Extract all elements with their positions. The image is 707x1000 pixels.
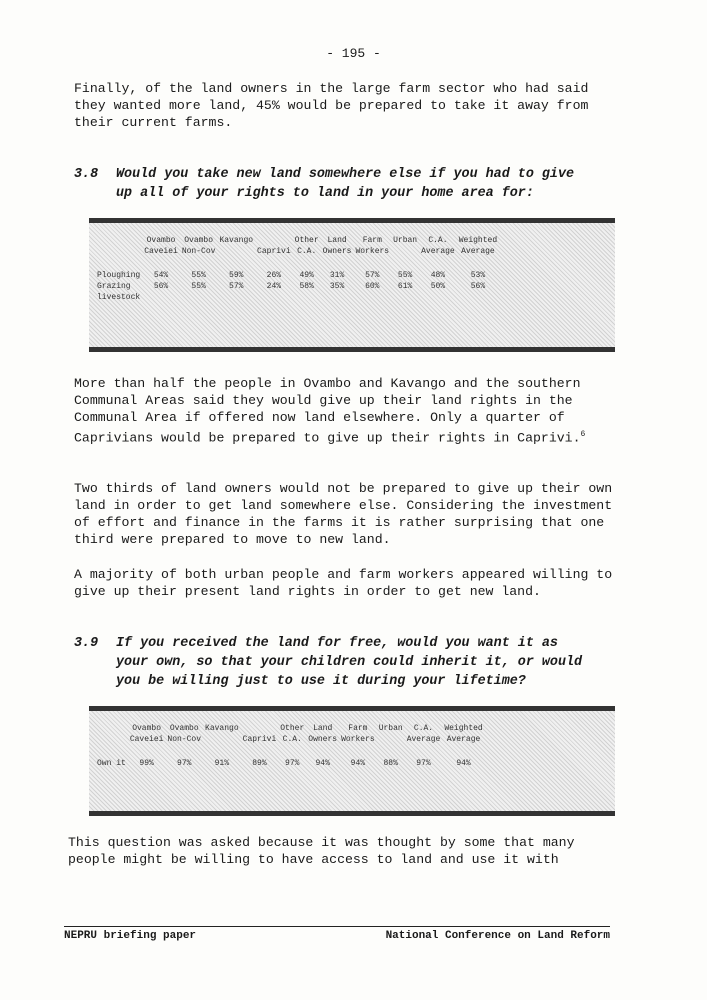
table-cell: 94% xyxy=(315,759,330,768)
table-cell: 24% xyxy=(266,282,282,291)
paragraph-land-owners: Two thirds of land owners would not be prepared to give up their own land in order to get land somewhere else. Considering the investment of effort and finance in the farms it is rather surprising that one third were prepared to move to new land. xyxy=(74,481,613,547)
table-header-cell xyxy=(255,235,293,246)
table-header-cell xyxy=(377,734,405,745)
table-header-cell: Owners xyxy=(308,735,338,744)
table-cell xyxy=(217,292,255,303)
question-line: If you received the land for free, would you want it as xyxy=(116,636,558,651)
table-header-cell: Weighted xyxy=(444,724,483,733)
table-header-cell: Kavango xyxy=(205,724,239,733)
row-label: Ploughing xyxy=(97,271,141,280)
table-header-cell: Farm xyxy=(348,724,368,733)
table-header-cell: Average xyxy=(406,735,441,744)
table-cell xyxy=(419,292,457,303)
table-header-cell xyxy=(95,734,128,745)
question-3-9 xyxy=(74,634,619,691)
table-cell: 55% xyxy=(397,271,413,280)
table-3-8 xyxy=(95,235,499,303)
table-header-cell: Caveiei xyxy=(129,735,164,744)
table-cell: 35% xyxy=(329,282,345,291)
table-cell xyxy=(142,292,180,303)
table-cell: 94% xyxy=(456,759,471,768)
table-header-cell: Land xyxy=(313,724,333,733)
table-cell xyxy=(293,292,321,303)
table-header-cell: Other xyxy=(280,724,305,733)
footer-right: National Conference on Land Reform xyxy=(385,930,610,942)
table-header-cell xyxy=(95,723,128,734)
row-label: Own it xyxy=(97,759,126,768)
table-row xyxy=(95,257,499,281)
table-cell: 56% xyxy=(470,282,486,291)
table-cell xyxy=(180,292,218,303)
table-cell xyxy=(321,292,354,303)
table-row xyxy=(95,281,499,292)
table-cell: 55% xyxy=(191,271,206,280)
table-cell: 49% xyxy=(299,271,314,280)
table-cell: 89% xyxy=(252,759,267,768)
table-header-row xyxy=(95,734,485,745)
table-header-cell: Owners xyxy=(322,247,352,256)
table-header-row xyxy=(95,723,485,734)
table-cell xyxy=(391,292,419,303)
table-cell: 91% xyxy=(214,759,230,768)
table-header-cell: Workers xyxy=(355,247,390,256)
table-header-cell: C.A. xyxy=(297,247,317,256)
table-cell: 97% xyxy=(285,759,300,768)
question-line: you be willing just to use it during your lifetime? xyxy=(116,674,526,689)
table-cell: 53% xyxy=(470,271,486,280)
table-header-cell: Average xyxy=(446,735,481,744)
table-cell: 59% xyxy=(229,271,244,280)
question-line: up all of your rights to land in your home area for: xyxy=(116,186,534,201)
question-3-8 xyxy=(74,165,619,203)
table-cell: 31% xyxy=(329,271,345,280)
table-header-row xyxy=(95,235,499,246)
footer-rule xyxy=(64,926,610,927)
intro-paragraph: Finally, of the land owners in the large farm sector who had said they wanted more land, 45% would be prepared to take it away from their current farms. xyxy=(74,81,589,130)
table-header-cell xyxy=(95,246,142,257)
table-header-cell: Kavango xyxy=(219,236,254,245)
table-header-cell: C.A. xyxy=(282,735,302,744)
footer-left: NEPRU briefing paper xyxy=(64,930,197,942)
table-header-cell: Average xyxy=(461,247,495,256)
table-cell: 88% xyxy=(383,759,398,768)
table-header-cell: Ovambo xyxy=(184,236,214,245)
table-header-cell: C.A. xyxy=(413,724,434,733)
table-header-row xyxy=(95,246,499,257)
table-row xyxy=(95,745,485,769)
table-cell: 54% xyxy=(153,271,169,280)
table-cell: 99% xyxy=(139,759,154,768)
table-header-cell: Urban xyxy=(393,236,418,245)
paragraph-communal-areas xyxy=(74,375,619,446)
table-header-cell: Non-Cov xyxy=(181,247,216,256)
page-number: - 195 - xyxy=(326,46,381,61)
table-header-cell: Land xyxy=(327,236,347,245)
question-line: Would you take new land somewhere else if you had to give xyxy=(116,167,575,182)
table-row xyxy=(95,292,499,303)
table-header-cell: Average xyxy=(421,247,455,256)
question-number: 3.9 xyxy=(74,636,99,651)
table-header-cell: Weighted xyxy=(458,236,498,245)
table-cell xyxy=(353,292,391,303)
table-header-cell xyxy=(391,246,419,257)
table-header-cell: Ovambo xyxy=(169,724,199,733)
table-header-cell: Caprivi xyxy=(257,247,291,256)
table-cell: 58% xyxy=(299,282,314,291)
paragraph-urban-workers: A majority of both urban people and farm workers appeared willing to give up their present land rights in order to get new land. xyxy=(74,567,613,599)
table-cell: 60% xyxy=(365,282,380,291)
table-cell: 48% xyxy=(430,271,446,280)
table-header-cell: Caprivi xyxy=(242,735,277,744)
question-line: your own, so that your children could inherit it, or would xyxy=(116,655,583,670)
results-table-3-8 xyxy=(89,218,615,352)
table-cell: 94% xyxy=(350,759,366,768)
table-cell xyxy=(255,292,293,303)
question-number: 3.8 xyxy=(74,167,99,182)
table-cell: 97% xyxy=(177,759,192,768)
table-header-cell: C.A. xyxy=(428,236,448,245)
table-cell: 56% xyxy=(153,282,169,291)
paragraph-question-reason: This question was asked because it was thought by some that many people might be willing to have access to land and use it with xyxy=(68,835,575,867)
table-header-cell: Urban xyxy=(378,724,403,733)
table-cell: 50% xyxy=(430,282,446,291)
table-cell: 57% xyxy=(229,282,244,291)
table-header-cell: Caveiei xyxy=(144,247,178,256)
table-header-cell xyxy=(217,246,255,257)
results-table-3-9 xyxy=(89,706,615,816)
table-header-cell xyxy=(95,235,142,246)
table-3-9 xyxy=(95,723,485,769)
table-cell: 61% xyxy=(397,282,413,291)
table-cell: 57% xyxy=(365,271,380,280)
footnote-mark: 6 xyxy=(580,430,586,439)
table-cell: 26% xyxy=(266,271,282,280)
table-cell xyxy=(457,292,499,303)
table-cell: 97% xyxy=(416,759,431,768)
table-header-cell: Ovambo xyxy=(146,236,176,245)
row-label: Grazing xyxy=(97,282,131,291)
table-cell: 55% xyxy=(191,282,206,291)
table-header-cell: Workers xyxy=(341,735,375,744)
table-header-cell: Ovambo xyxy=(132,724,162,733)
table-header-cell: Non-Cov xyxy=(167,735,202,744)
row-label: livestock xyxy=(97,293,141,302)
table-header-cell xyxy=(203,734,241,745)
table-header-cell: Other xyxy=(294,236,319,245)
table-header-cell: Farm xyxy=(362,236,382,245)
paragraph-text: More than half the people in Ovambo and Kavango and the southern Communal Areas said they would give up their land rights in the Communal Area if offered now land elsewhere. Only a quarter of Caprivians would be prepared to give up their rights in Caprivi. xyxy=(74,376,581,446)
table-header-cell xyxy=(241,723,279,734)
